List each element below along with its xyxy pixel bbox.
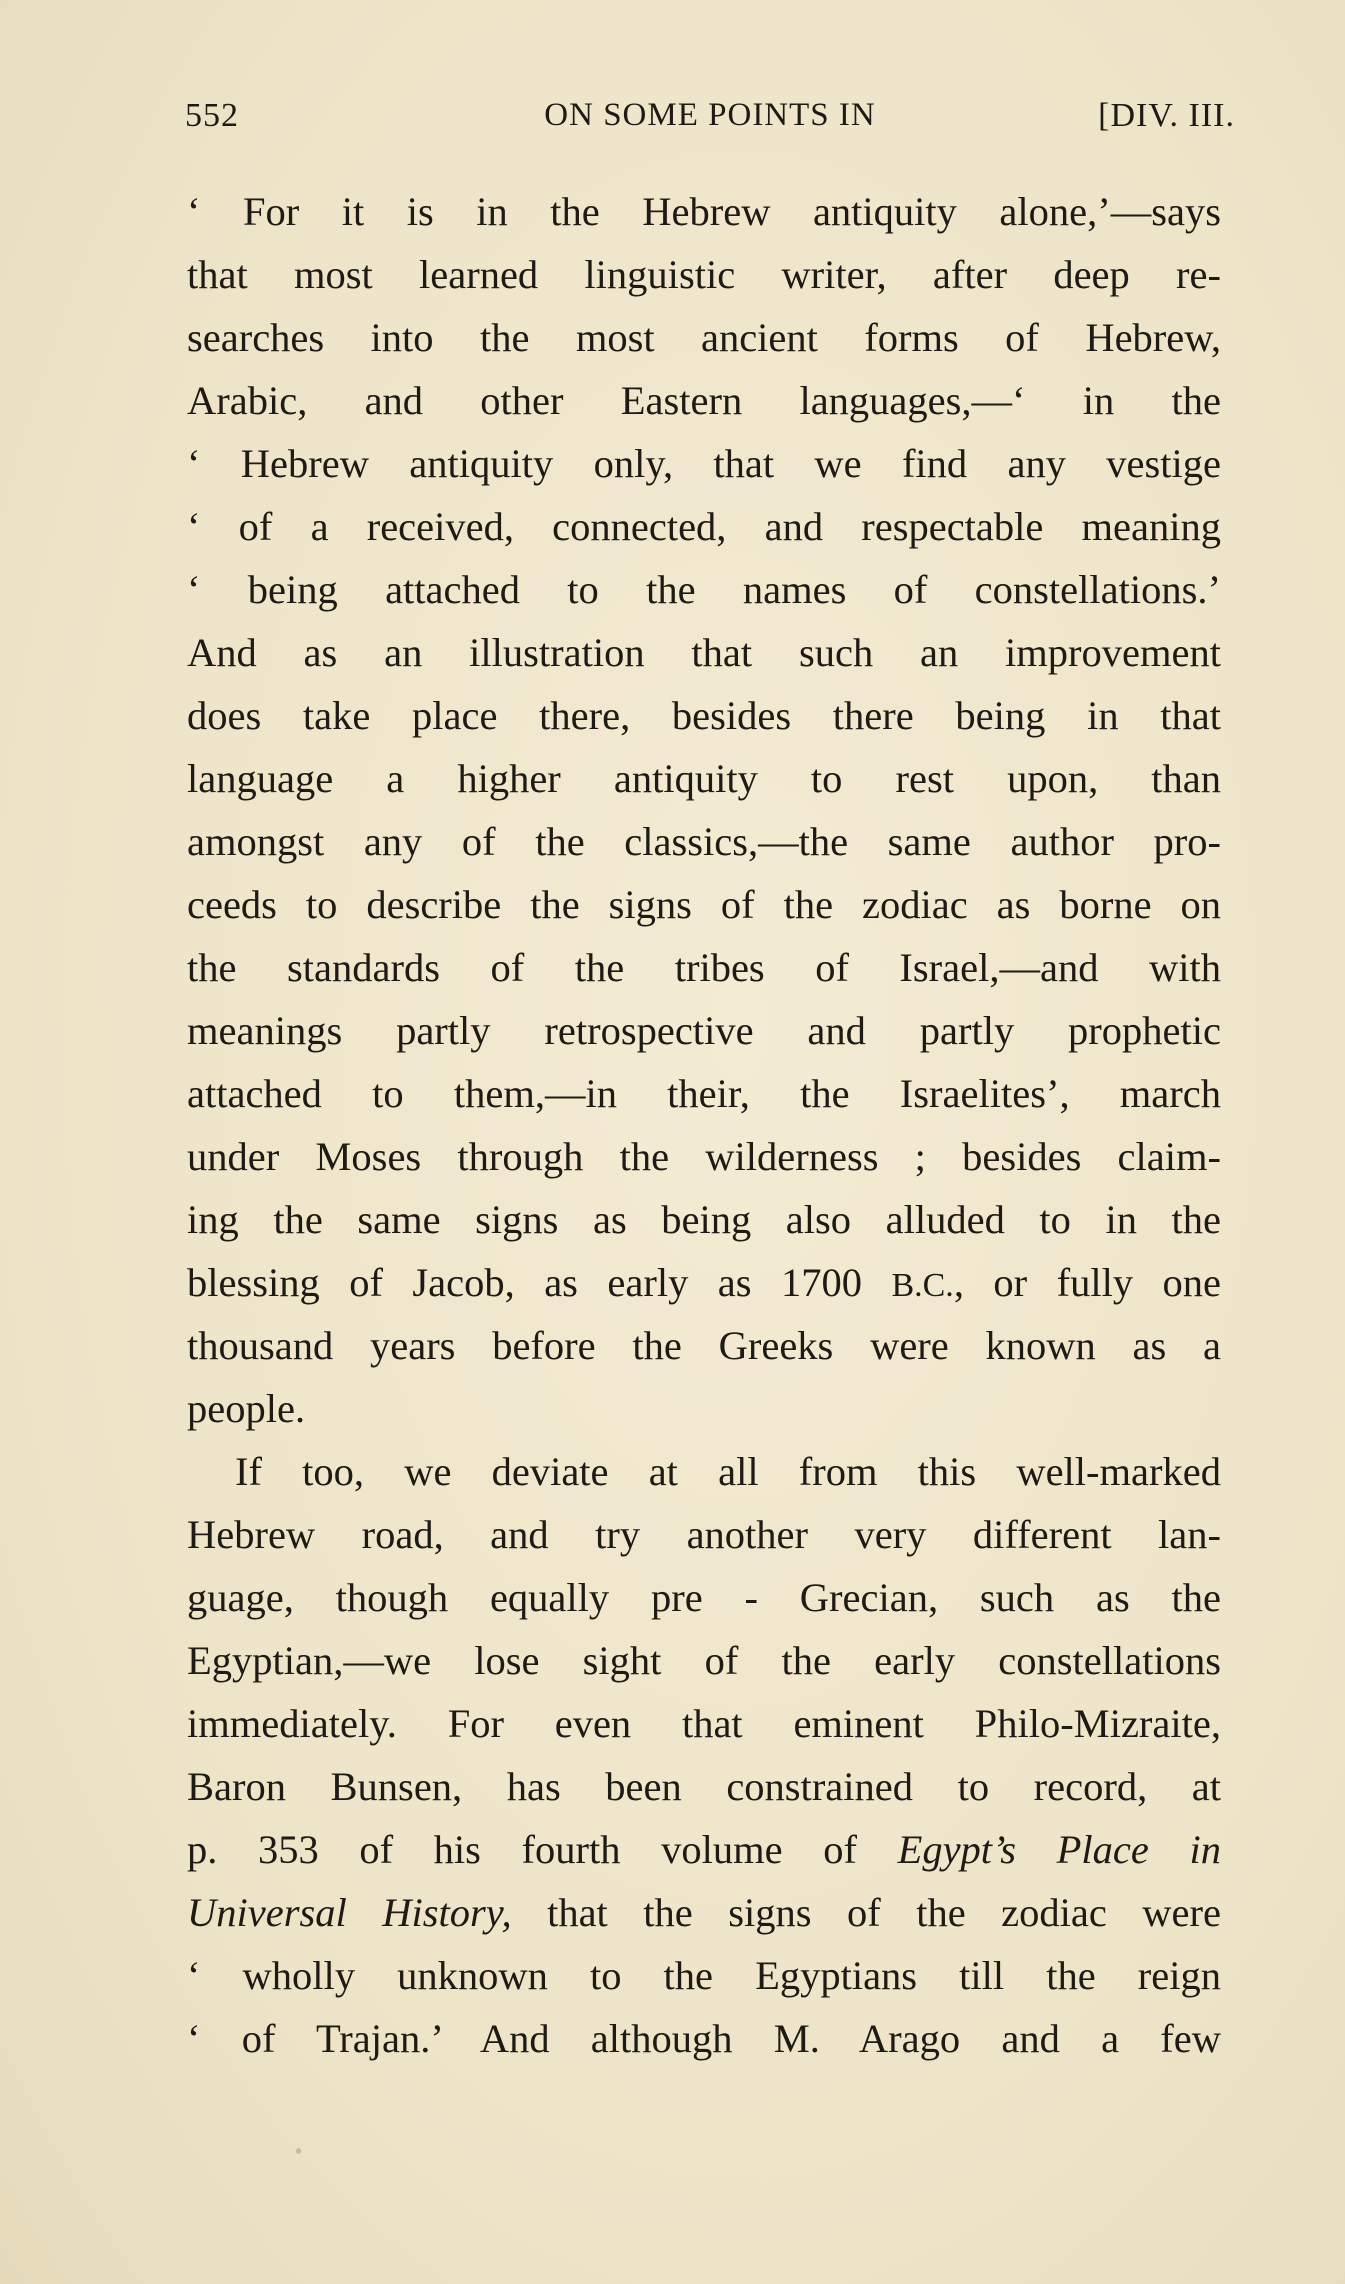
- text-line: that most learned linguistic writer, after deep re-: [187, 252, 1221, 297]
- text-segment: p. 353 of his fourth volume of: [187, 1827, 857, 1872]
- text-line: attached to them,—in their, the Israelites’, march: [187, 1071, 1221, 1116]
- italic-book-title: Egypt’s Place in: [897, 1827, 1221, 1872]
- paper-speck: [296, 2148, 301, 2154]
- text-line: guage, though equally pre - Grecian, such as the: [187, 1575, 1221, 1620]
- text-line: Hebrew road, and try another very different lan-: [187, 1512, 1221, 1557]
- running-title: ON SOME POINTS IN: [544, 97, 876, 133]
- text-line: people.: [187, 1386, 306, 1431]
- text-line: ing the same signs as being also alluded to in the: [187, 1197, 1221, 1242]
- text-line: meanings partly retrospective and partly prophetic: [187, 1008, 1221, 1053]
- text-line: thousand years before the Greeks were known as a: [187, 1323, 1221, 1368]
- division-label: [DIV. III.: [1098, 97, 1235, 134]
- text-line: Baron Bunsen, has been constrained to record, at: [187, 1764, 1221, 1809]
- era-abbreviation: B.C.: [891, 1267, 954, 1304]
- text-line: If too, we deviate at all from this well-marked: [235, 1449, 1221, 1494]
- text-line: ‘ of a received, connected, and respectable meaning: [187, 504, 1221, 549]
- text-line: Arabic, and other Eastern languages,—‘ in the: [187, 378, 1221, 423]
- text-line: searches into the most ancient forms of Hebrew,: [187, 315, 1221, 360]
- text-line: ceeds to describe the signs of the zodiac as borne on: [187, 882, 1221, 927]
- text-line: ‘ being attached to the names of constellations.’: [187, 567, 1221, 612]
- text-line: ‘ For it is in the Hebrew antiquity alone,’—says: [187, 189, 1221, 234]
- text-line: the standards of the tribes of Israel,—and with: [187, 945, 1221, 990]
- text-line: language a higher antiquity to rest upon, than: [187, 756, 1221, 801]
- text-segment: blessing of Jacob, as early as 1700: [187, 1260, 862, 1305]
- text-line: Egyptian,—we lose sight of the early constellations: [187, 1638, 1221, 1683]
- body-text: [187, 180, 1221, 2070]
- italic-book-title: Universal History,: [187, 1890, 512, 1935]
- text-line: amongst any of the classics,—the same author pro-: [187, 819, 1221, 864]
- text-line: does take place there, besides there being in that: [187, 693, 1221, 738]
- text-line: ‘ Hebrew antiquity only, that we find any vestige: [187, 441, 1221, 486]
- text-line: under Moses through the wilderness ; besides claim-: [187, 1134, 1221, 1179]
- text-segment: that the signs of the zodiac were: [547, 1890, 1221, 1935]
- text-segment: , or fully one: [953, 1260, 1222, 1305]
- text-line: And as an illustration that such an improvement: [187, 630, 1221, 675]
- running-header: [185, 97, 1235, 147]
- text-line: [187, 1881, 1221, 1944]
- text-line: [187, 1251, 1221, 1314]
- text-line: ‘ wholly unknown to the Egyptians till the reign: [187, 1953, 1221, 1998]
- page-number: 552: [185, 97, 239, 134]
- text-line: immediately. For even that eminent Philo-Mizraite,: [187, 1701, 1221, 1746]
- text-line: ‘ of Trajan.’ And although M. Arago and a few: [187, 2016, 1221, 2061]
- text-line: [187, 1818, 1221, 1881]
